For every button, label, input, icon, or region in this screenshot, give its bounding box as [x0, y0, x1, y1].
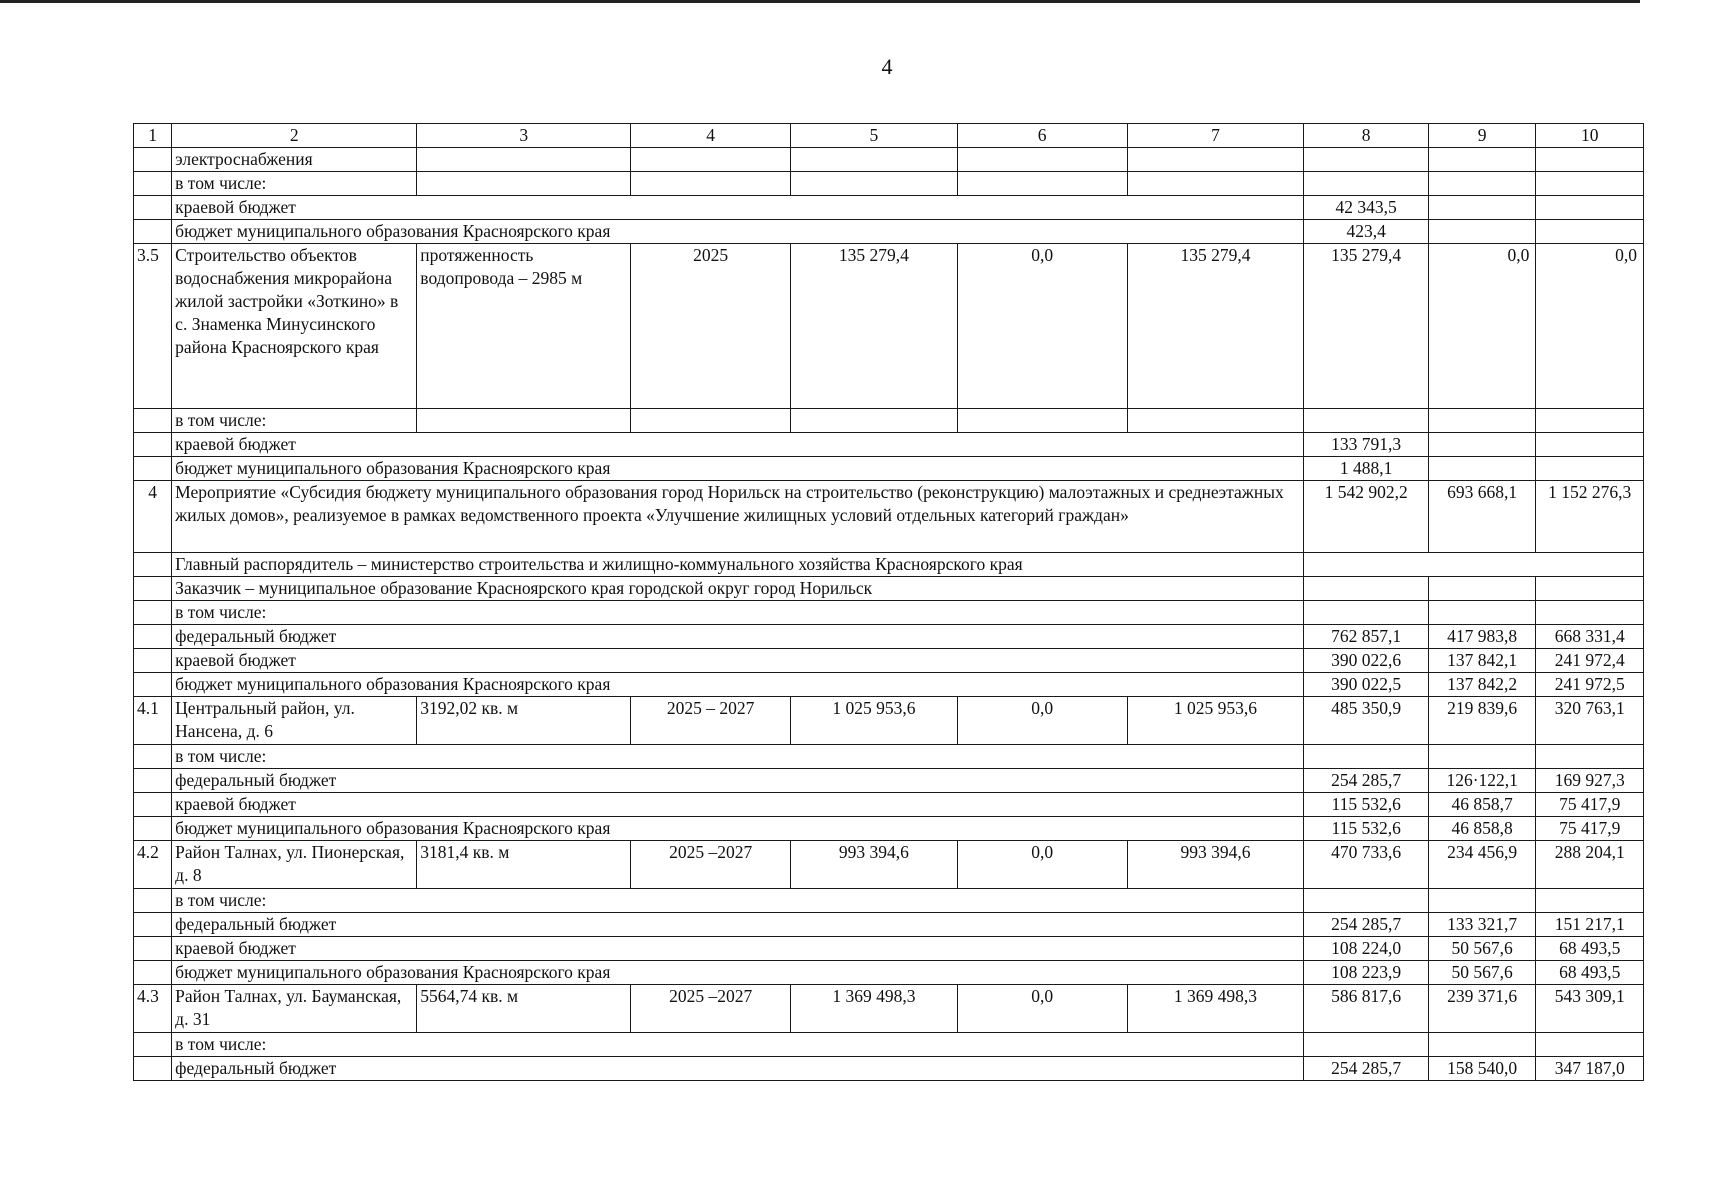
row-label: Заказчик – муниципальное образование Красноярского края городской округ город Норильск — [172, 577, 1304, 601]
year-cell: 2025 – 2027 — [631, 697, 791, 745]
capacity: 3192,02 кв. м — [417, 697, 631, 745]
value-cell: 46 858,7 — [1428, 793, 1535, 817]
header-cell: 1 — [134, 124, 172, 148]
table-row — [134, 937, 1644, 961]
value-cell: 320 763,1 — [1536, 697, 1644, 745]
value-cell: 115 532,6 — [1304, 793, 1429, 817]
header-cell: 4 — [631, 124, 791, 148]
row-number: 4.2 — [134, 841, 172, 889]
value-cell: 762 857,1 — [1304, 625, 1429, 649]
value-cell: 993 394,6 — [1127, 841, 1304, 889]
row-label: бюджет муниципального образования Красноярского края — [172, 457, 1304, 481]
value-cell: 1 025 953,6 — [791, 697, 958, 745]
row-label: бюджет муниципального образования Красноярского края — [172, 817, 1304, 841]
value-cell: 470 733,6 — [1304, 841, 1429, 889]
value-cell: 46 858,8 — [1428, 817, 1535, 841]
header-cell: 2 — [172, 124, 417, 148]
table-row — [134, 673, 1644, 697]
row-label: краевой бюджет — [172, 937, 1304, 961]
table-row — [134, 172, 1644, 196]
object-name: Строительство объектов водоснабжения микрорайона жилой застройки «Зоткино» в с. Знаменка Минусинского района Красноярского края — [172, 244, 417, 409]
table-row — [134, 433, 1644, 457]
value-cell: 543 309,1 — [1536, 985, 1644, 1033]
capacity: протяженность водопровода – 2985 м — [417, 244, 631, 409]
row-label: бюджет муниципального образования Красноярского края — [172, 673, 1304, 697]
table-row — [134, 889, 1644, 913]
value-cell: 586 817,6 — [1304, 985, 1429, 1033]
table-header-row — [134, 124, 1644, 148]
value-cell: 668 331,4 — [1536, 625, 1644, 649]
value-cell: 417 983,8 — [1428, 625, 1535, 649]
object-name: Центральный район, ул. Нансена, д. 6 — [172, 697, 417, 745]
value-cell: 347 187,0 — [1536, 1057, 1644, 1081]
table-row-4-2 — [134, 841, 1644, 889]
table-row — [134, 625, 1644, 649]
table-row — [134, 649, 1644, 673]
table-row-4-3 — [134, 985, 1644, 1033]
value-cell: 254 285,7 — [1304, 1057, 1429, 1081]
value-cell: 135 279,4 — [791, 244, 958, 409]
table-row — [134, 1057, 1644, 1081]
row-label: краевой бюджет — [172, 433, 1304, 457]
header-cell: 10 — [1536, 124, 1644, 148]
table-row — [134, 1033, 1644, 1057]
value-cell: 241 972,4 — [1536, 649, 1644, 673]
value-cell: 1 025 953,6 — [1127, 697, 1304, 745]
row-label: электроснабжения — [172, 148, 417, 172]
capacity: 5564,74 кв. м — [417, 985, 631, 1033]
value-cell: 0,0 — [957, 841, 1127, 889]
value-cell: 135 279,4 — [1127, 244, 1304, 409]
value-cell: 169 927,3 — [1536, 769, 1644, 793]
value-cell: 135 279,4 — [1304, 244, 1429, 409]
scan-edge-line — [0, 0, 1640, 3]
year-cell: 2025 –2027 — [631, 841, 791, 889]
header-cell: 3 — [417, 124, 631, 148]
header-cell: 8 — [1304, 124, 1429, 148]
table-row-4-1 — [134, 697, 1644, 745]
row-label: краевой бюджет — [172, 649, 1304, 673]
value-cell: 0,0 — [1428, 244, 1535, 409]
row-label: краевой бюджет — [172, 196, 1304, 220]
value-cell: 50 567,6 — [1428, 937, 1535, 961]
row-label: в том числе: — [172, 889, 1304, 913]
measure-description: Мероприятие «Субсидия бюджету муниципального образования город Норильск на строительство (реконструкцию) малоэтажных и среднеэтажных жилых домов», реализуемое в рамках ведомственного проекта «Улучшение жилищных условий отдельных категорий граждан» — [172, 481, 1304, 553]
table-row — [134, 769, 1644, 793]
row-label: в том числе: — [172, 1033, 1304, 1057]
value-cell: 1 152 276,3 — [1536, 481, 1644, 553]
budget-table-container — [133, 123, 1644, 1081]
row-number: 3.5 — [134, 244, 172, 409]
header-cell: 7 — [1127, 124, 1304, 148]
row-label: в том числе: — [172, 172, 417, 196]
row-label: краевой бюджет — [172, 793, 1304, 817]
value-cell: 1 369 498,3 — [1127, 985, 1304, 1033]
value-cell: 108 224,0 — [1304, 937, 1429, 961]
row-label: Главный распорядитель – министерство строительства и жилищно-коммунального хозяйства Красноярского края — [172, 553, 1304, 577]
value-cell: 137 842,2 — [1428, 673, 1535, 697]
row-label: в том числе: — [172, 409, 417, 433]
object-name: Район Талнах, ул. Пионерская, д. 8 — [172, 841, 417, 889]
object-name: Район Талнах, ул. Бауманская, д. 31 — [172, 985, 417, 1033]
value-cell: 68 493,5 — [1536, 961, 1644, 985]
value-cell: 0,0 — [1536, 244, 1644, 409]
value-cell: 137 842,1 — [1428, 649, 1535, 673]
value-cell: 0,0 — [957, 697, 1127, 745]
table-row — [134, 961, 1644, 985]
table-row — [134, 601, 1644, 625]
value-cell: 151 217,1 — [1536, 913, 1644, 937]
value-cell: 993 394,6 — [791, 841, 958, 889]
value-cell: 68 493,5 — [1536, 937, 1644, 961]
row-label: в том числе: — [172, 745, 1304, 769]
table-row — [134, 457, 1644, 481]
value-cell: 75 417,9 — [1536, 817, 1644, 841]
table-row — [134, 913, 1644, 937]
header-cell: 6 — [957, 124, 1127, 148]
table-row-4 — [134, 481, 1644, 553]
table-row — [134, 148, 1644, 172]
value-cell: 693 668,1 — [1428, 481, 1535, 553]
value-cell: 133 791,3 — [1304, 433, 1429, 457]
value-cell: 241 972,5 — [1536, 673, 1644, 697]
table-row — [134, 553, 1644, 577]
header-cell: 9 — [1428, 124, 1535, 148]
value-cell: 390 022,6 — [1304, 649, 1429, 673]
value-cell: 1 488,1 — [1304, 457, 1429, 481]
table-row — [134, 817, 1644, 841]
table-row — [134, 220, 1644, 244]
value-cell: 254 285,7 — [1304, 913, 1429, 937]
value-cell: 0,0 — [957, 985, 1127, 1033]
budget-table — [133, 123, 1644, 1081]
table-row — [134, 409, 1644, 433]
page-number: 4 — [881, 54, 893, 79]
capacity: 3181,4 кв. м — [417, 841, 631, 889]
value-cell: 0,0 — [957, 244, 1127, 409]
row-label: федеральный бюджет — [172, 625, 1304, 649]
value-cell: 234 456,9 — [1428, 841, 1535, 889]
value-cell: 115 532,6 — [1304, 817, 1429, 841]
row-number: 4.1 — [134, 697, 172, 745]
value-cell: 423,4 — [1304, 220, 1429, 244]
row-label: в том числе: — [172, 601, 1304, 625]
value-cell: 108 223,9 — [1304, 961, 1429, 985]
table-row-3-5 — [134, 244, 1644, 409]
value-cell: 288 204,1 — [1536, 841, 1644, 889]
value-cell: 1 542 902,2 — [1304, 481, 1429, 553]
value-cell: 158 540,0 — [1428, 1057, 1535, 1081]
value-cell: 219 839,6 — [1428, 697, 1535, 745]
value-cell: 75 417,9 — [1536, 793, 1644, 817]
row-number: 4 — [134, 481, 172, 553]
row-label: федеральный бюджет — [172, 769, 1304, 793]
row-label: федеральный бюджет — [172, 1057, 1304, 1081]
value-cell: 1 369 498,3 — [791, 985, 958, 1033]
row-label: федеральный бюджет — [172, 913, 1304, 937]
header-cell: 5 — [791, 124, 958, 148]
value-cell: 133 321,7 — [1428, 913, 1535, 937]
value-cell: 42 343,5 — [1304, 196, 1429, 220]
table-row — [134, 577, 1644, 601]
value-cell: 50 567,6 — [1428, 961, 1535, 985]
year-cell: 2025 — [631, 244, 791, 409]
row-label: бюджет муниципального образования Красноярского края — [172, 961, 1304, 985]
value-cell: 254 285,7 — [1304, 769, 1429, 793]
table-row — [134, 793, 1644, 817]
table-row — [134, 196, 1644, 220]
value-cell: 126·122,1 — [1428, 769, 1535, 793]
value-cell: 390 022,5 — [1304, 673, 1429, 697]
row-label: бюджет муниципального образования Красноярского края — [172, 220, 1304, 244]
row-number: 4.3 — [134, 985, 172, 1033]
year-cell: 2025 –2027 — [631, 985, 791, 1033]
value-cell: 485 350,9 — [1304, 697, 1429, 745]
value-cell: 239 371,6 — [1428, 985, 1535, 1033]
table-row — [134, 745, 1644, 769]
